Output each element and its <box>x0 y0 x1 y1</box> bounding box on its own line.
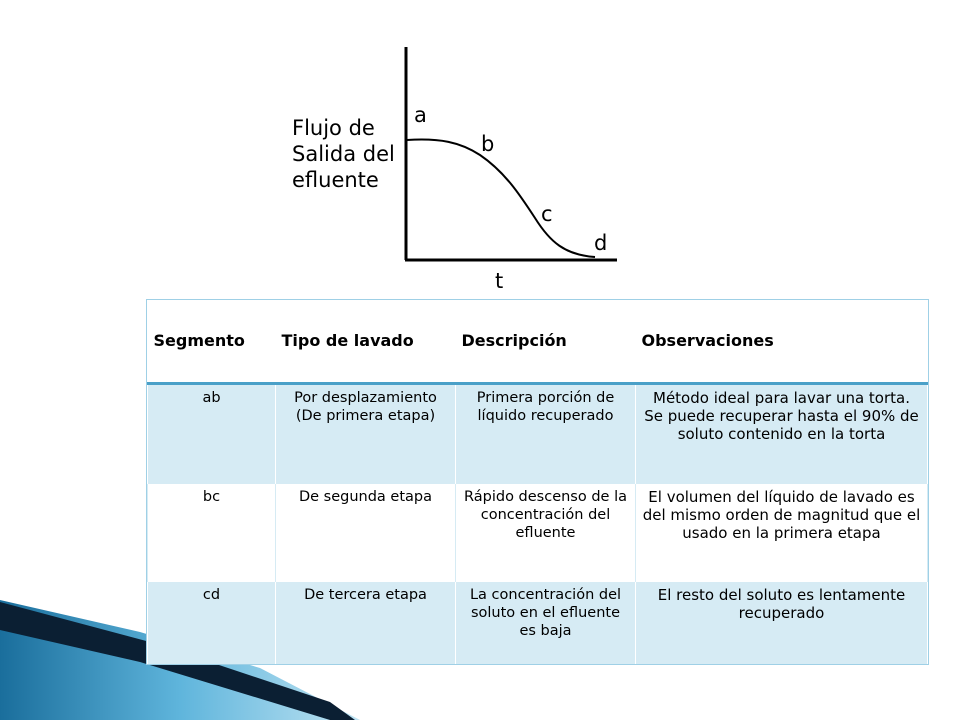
header-tipo-de-lavado: Tipo de lavado <box>276 300 456 384</box>
table-header-row <box>148 300 928 384</box>
header-segmento: Segmento <box>148 300 276 384</box>
cell-segmento: cd <box>148 582 276 664</box>
curve-point-label-c: c <box>541 202 553 226</box>
curve-point-label-d: d <box>594 231 608 255</box>
table-row <box>148 384 928 484</box>
cell-observaciones: El volumen del líquido de lavado es del mismo orden de magnitud que el usado en la primera etapa <box>636 484 928 582</box>
cell-segmento: bc <box>148 484 276 582</box>
cell-observaciones: El resto del soluto es lentamente recuperado <box>636 582 928 664</box>
effluent-flow-curve <box>407 140 595 257</box>
table-row <box>148 582 928 664</box>
curve-point-label-a: a <box>414 103 427 127</box>
curve-point-label-b: b <box>481 132 495 156</box>
cell-segmento: ab <box>148 384 276 484</box>
cell-descripcion: Rápido descenso de la concentración del efluente <box>456 484 636 582</box>
cell-tipo: De segunda etapa <box>276 484 456 582</box>
cell-tipo: Por desplazamiento (De primera etapa) <box>276 384 456 484</box>
header-observaciones: Observaciones <box>636 300 928 384</box>
x-axis-label: t <box>495 269 504 293</box>
cell-descripcion: Primera porción de líquido recuperado <box>456 384 636 484</box>
cell-descripcion: La concentración del soluto en el efluente es baja <box>456 582 636 664</box>
cell-tipo: De tercera etapa <box>276 582 456 664</box>
washing-stages-table <box>147 300 928 664</box>
y-axis-label: Flujo de Salida del efluente <box>292 116 395 192</box>
cell-observaciones: Método ideal para lavar una torta. Se puede recuperar hasta el 90% de soluto contenido en la torta <box>636 384 928 484</box>
header-descripcion: Descripción <box>456 300 636 384</box>
table-row <box>148 484 928 582</box>
